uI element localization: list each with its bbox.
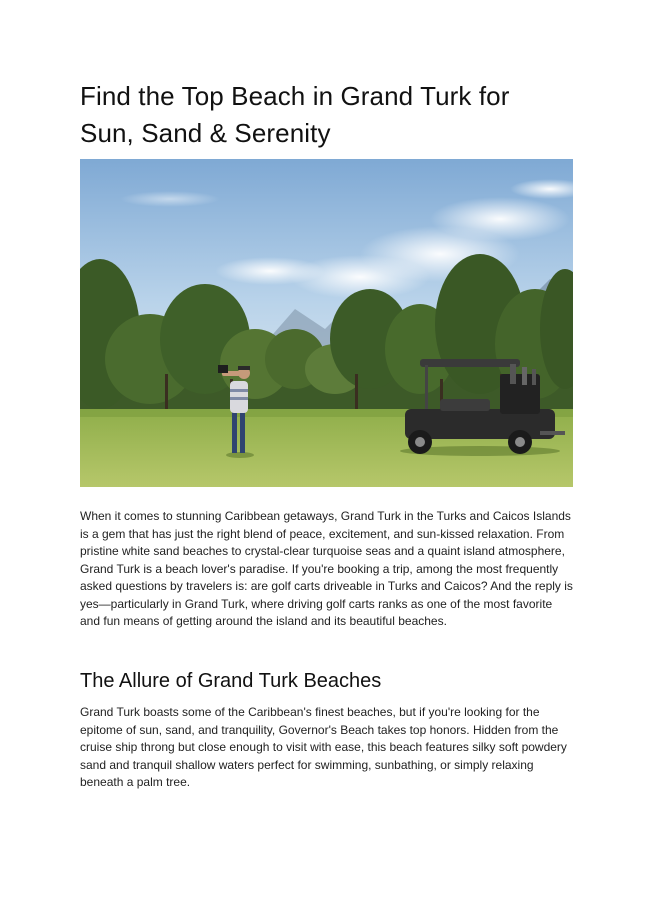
title-line-1: Find the Top Beach in Grand Turk for <box>80 81 510 111</box>
intro-paragraph: When it comes to stunning Caribbean getaways, Grand Turk in the Turks and Caicos Islands is a gem that has just the right blend of peace, excitement, and sun-kissed relaxation. From pristine white sand beaches to crystal-clear turquoise seas and a quaint island atmosphere, Grand Turk is a beach lover's paradise. If you're booking a trip, among the most frequently asked questions by travelers is: are golf carts driveable in Turks and Caicos? And the reply is yes—particularly in Grand Turk, where driving golf carts ranks as one of the most favorite and fun means of getting around the island and its beautiful beaches. <box>80 509 573 628</box>
title-line-2: Sun, Sand & Serenity <box>80 118 331 148</box>
hero-image-golf-cart <box>80 159 573 487</box>
page-title <box>80 78 574 152</box>
section-paragraph: Grand Turk boasts some of the Caribbean's finest beaches, but if you're looking for the epitome of sun, sand, and tranquility, Governor's Beach takes top honors. Hidden from the cruise ship throng but close enough to visit with ease, this beach features silky soft powdery sand and tranquil shallow waters perfect for swimming, sunbathing, or simply relaxing beneath a palm tree. <box>80 705 567 789</box>
section-heading: The Allure of Grand Turk Beaches <box>80 670 382 692</box>
